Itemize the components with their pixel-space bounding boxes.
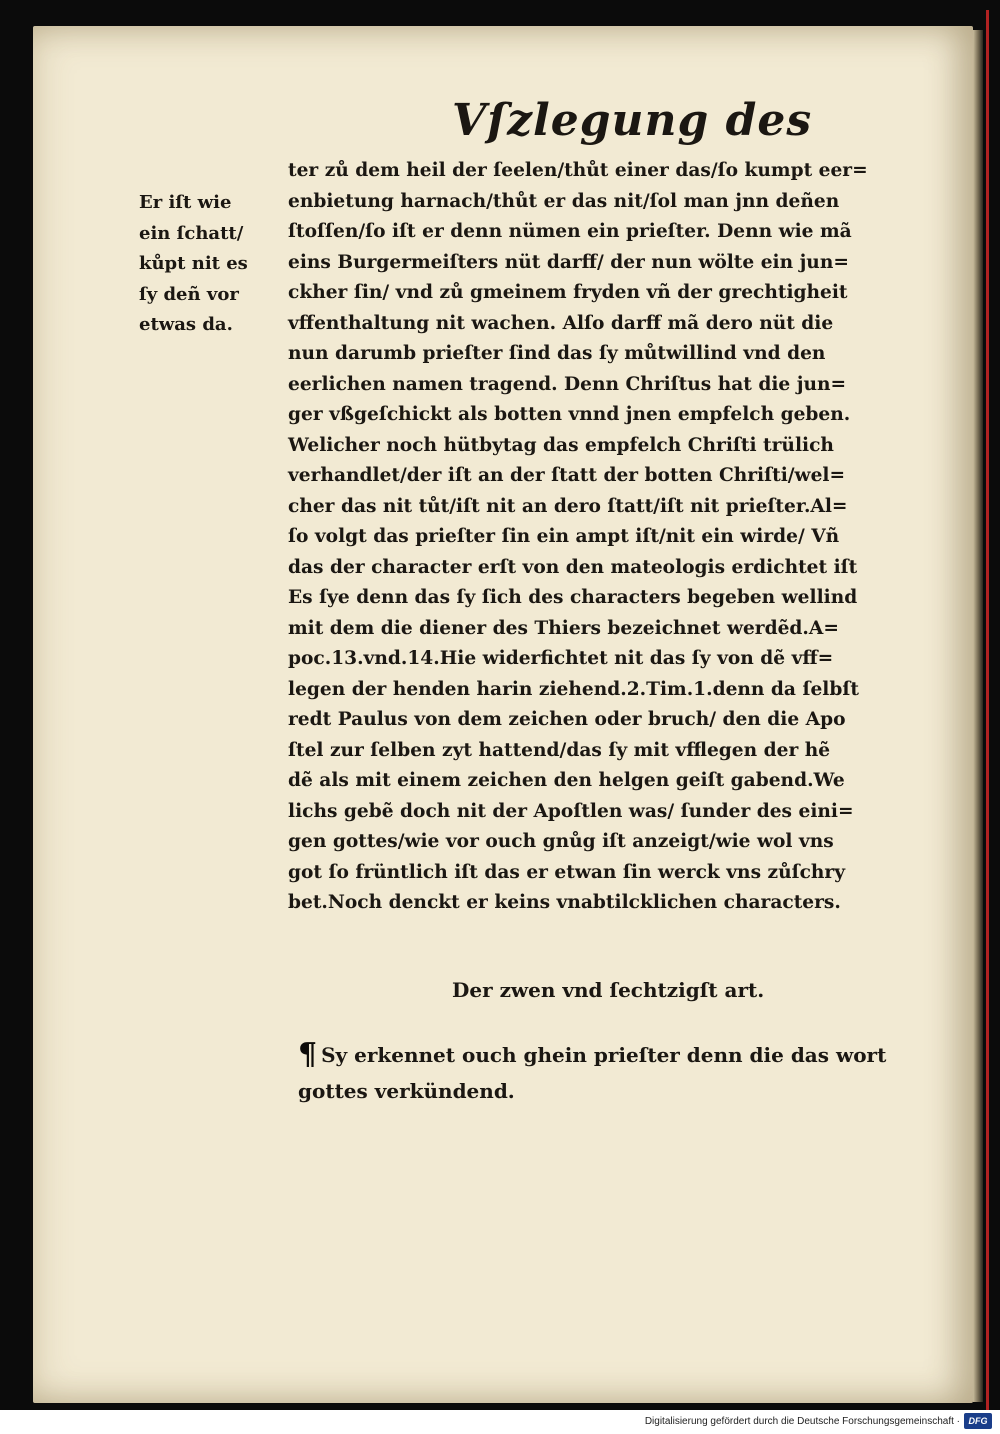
article-line bbox=[298, 1037, 958, 1073]
footer-credit: Digitalisierung gefördert durch die Deutsche Forschungsgemeinschaft · bbox=[644, 1416, 960, 1427]
marginal-note bbox=[139, 188, 289, 341]
article-line: gottes verkündend. bbox=[298, 1079, 515, 1103]
text-line: poc.13.vnd.14.Hie widerfichtet nit das ſy von dẽ vff= bbox=[288, 648, 834, 669]
marginal-note-line: ein ſchatt/ bbox=[139, 222, 244, 244]
article-line-text: Sy erkennet ouch ghein prieſter denn die das wort bbox=[321, 1043, 887, 1067]
dfg-logo-icon: DFG bbox=[964, 1413, 992, 1429]
text-line: gen gottes/wie vor ouch gnůg iſt anzeigt/wie wol vns bbox=[288, 831, 834, 852]
text-line: ſtel zur ſelben zyt hattend/das ſy mit vfflegen der hẽ bbox=[288, 739, 831, 761]
text-line: legen der henden harin ziehend.2.Tim.1.denn da ſelbſt bbox=[288, 678, 859, 700]
text-line: redt Paulus von dem zeichen oder bruch/ den die Apo bbox=[288, 709, 846, 730]
text-line: nun darumb prieſter ſind das ſy můtwillind vnd den bbox=[288, 343, 826, 364]
marginal-note-line: etwas da. bbox=[139, 314, 233, 335]
text-line: got ſo früntlich iſt das er etwan ſin werck vns zůſchry bbox=[288, 861, 846, 883]
text-line: ger vßgeſchickt als botten vnnd jnen empfelch geben. bbox=[288, 404, 851, 425]
text-line: lichs gebẽ doch nit der Apoſtlen was/ ſunder des eini= bbox=[288, 800, 854, 822]
marginal-note-line: kůpt nit es bbox=[139, 253, 248, 274]
text-line: ckher ſin/ vnd zů gmeinem fryden vñ der grechtigheit bbox=[288, 282, 848, 303]
article-text bbox=[298, 1037, 958, 1109]
text-line: ſo volgt das prieſter ſin ein ampt iſt/nit ein wirde/ Vñ bbox=[288, 526, 840, 547]
text-line: eins Burgermeiſters nüt darff/ der nun wölte ein jun= bbox=[288, 251, 849, 273]
text-line: dẽ als mit einem zeichen den helgen geiſt gabend.We bbox=[288, 770, 845, 791]
text-line: eerlichen namen tragend. Denn Chriſtus hat die jun= bbox=[288, 373, 847, 395]
scan-edge-rule bbox=[986, 10, 989, 1410]
article-heading: Der zwen vnd ſechtzigſt art. bbox=[452, 978, 765, 1002]
text-line: verhandlet/der iſt an der ſtatt der botten Chriſti/wel= bbox=[288, 465, 846, 486]
text-line: ter zů dem heil der ſeelen/thůt einer das/ſo kumpt eer= bbox=[288, 160, 868, 181]
page-edge bbox=[973, 30, 983, 1402]
text-line: vffenthaltung nit wachen. Alſo darff mã dero nüt die bbox=[288, 312, 834, 334]
text-line: das der character erſt von den mateologis erdichtet iſt bbox=[288, 556, 858, 578]
marginal-note-line: ſy deñ vor bbox=[139, 283, 239, 305]
text-line: Es ſye denn das ſy ſich des characters begeben wellind bbox=[288, 587, 858, 608]
text-line: mit dem die diener des Thiers bezeichnet werdẽd.A= bbox=[288, 617, 839, 639]
body-text bbox=[288, 156, 958, 919]
text-line: bet.Noch denckt er keins vnabtilcklichen characters. bbox=[288, 892, 841, 913]
pilcrow-icon: ¶ bbox=[298, 1037, 318, 1072]
marginal-note-line: Er iſt wie bbox=[139, 192, 232, 213]
text-line: ſtoſſen/ſo iſt er denn nümen ein prieſter. Denn wie mã bbox=[288, 221, 852, 242]
text-line: enbietung harnach/thůt er das nit/ſol man jnn deñen bbox=[288, 190, 840, 212]
footer-bar bbox=[0, 1410, 1000, 1434]
text-line: Welicher noch hütbytag das empfelch Chriſti trülich bbox=[288, 434, 834, 456]
page-title: Vſzlegung des bbox=[452, 95, 813, 146]
text-line: cher das nit tůt/iſt nit an dero ſtatt/iſt nit prieſter.Al= bbox=[288, 495, 848, 517]
